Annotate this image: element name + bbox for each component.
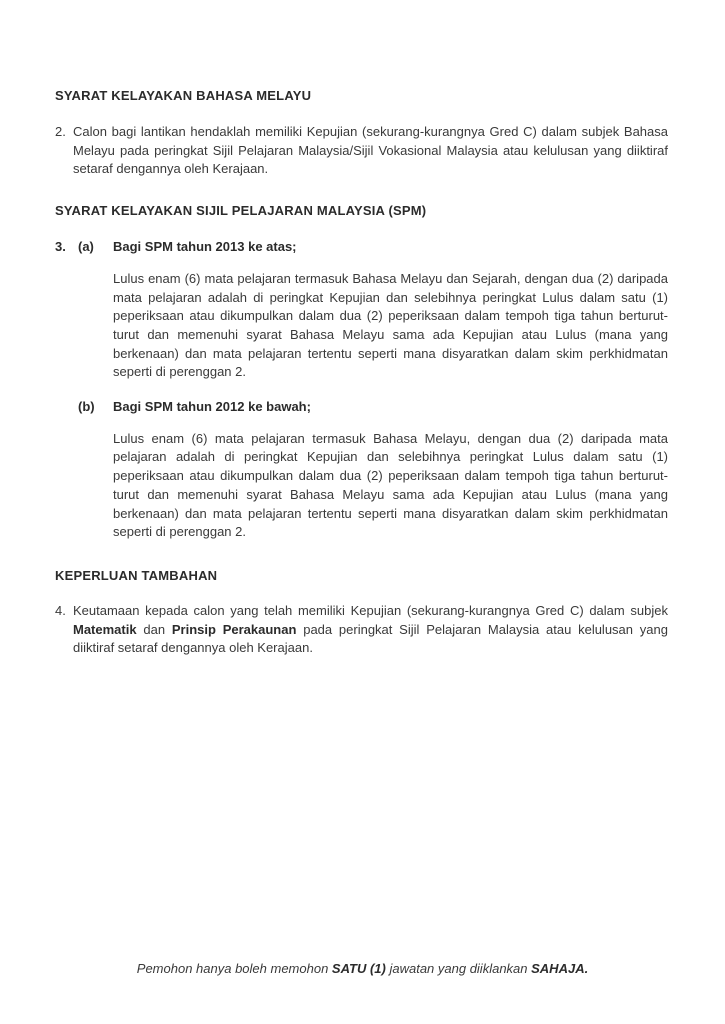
item-4-number: 4. (55, 602, 66, 618)
item-4-text (73, 602, 668, 658)
item-3b-title: Bagi SPM tahun 2012 ke bawah; (113, 399, 311, 415)
footer-part2: jawatan yang diiklankan (385, 961, 532, 976)
item-4-text-part2: dan (136, 621, 172, 637)
item-3a-label: (a) (78, 239, 94, 255)
footer-note (0, 961, 725, 976)
document-content (55, 88, 668, 658)
heading-keperluan-tambahan: KEPERLUAN TAMBAHAN (55, 567, 218, 583)
item-3a-title: Bagi SPM tahun 2013 ke atas; (113, 239, 297, 255)
item-3-number: 3. (55, 239, 66, 255)
heading-syarat-bahasa-melayu: SYARAT KELAYAKAN BAHASA MELAYU (55, 88, 312, 103)
footer-bold-satu: SATU (1) (331, 961, 386, 976)
list-item-3a-title (55, 238, 668, 257)
item-3a-body: Lulus enam (6) mata pelajaran termasuk Bahasa Melayu dan Sejarah, dengan dua (2) daripada mata pelajaran adalah di peringkat Kepujian dan selebihnya peringkat Lulus dalam satu (1) peperiksaan atau dikumpulkan dalam dua (2) peperiksaan dalam tempoh tiga tahun berturut-turut dan memenuhi syarat Bahasa Melayu sama ada Kepujian atau Lulus (mana yang berkenaan) dan mata pelajaran tertentu seperti mana disyaratkan dalam skim perkhidmatan seperti di perenggan 2. (113, 270, 668, 380)
list-item-3b-title (55, 398, 668, 417)
item-4-text-part3: pada peringkat Sijil Pelajaran Malaysia atau kelulusan yang diiktiraf setaraf dengannya oleh Kerajaan. (73, 621, 668, 656)
item-4-bold-prinsip-perakaunan: Prinsip Perakaunan (171, 621, 297, 637)
item-3b-label: (b) (78, 399, 95, 415)
heading-syarat-spm: SYARAT KELAYAKAN SIJIL PELAJARAN MALAYSIA (SPM) (55, 203, 427, 219)
item-2-number: 2. (55, 124, 66, 139)
item-2-text: Calon bagi lantikan hendaklah memiliki Kepujian (sekurang-kurangnya Gred C) dalam subjek Bahasa Melayu pada peringkat Sijil Pelajaran Malaysia/Sijil Vokasional Malaysia atau kelulusan yang diiktiraf setaraf dengannya oleh Kerajaan. (73, 124, 668, 177)
item-4-text-part1: Keutamaan kepada calon yang telah memiliki Kepujian (sekurang-kurangnya Gred C) dalam subjek (73, 602, 668, 618)
footer-bold-sahaja: SAHAJA. (531, 961, 589, 976)
item-3b-body: Lulus enam (6) mata pelajaran termasuk Bahasa Melayu, dengan dua (2) daripada mata pelajaran adalah di peringkat Kepujian dan selebihnya peringkat Lulus dalam satu (1) peperiksaan atau dikumpulkan dalam dua (2) peperiksaan dalam tempoh tiga tahun berturut-turut dan memenuhi syarat Bahasa Melayu sama ada Kepujian atau Lulus (mana yang berkenaan) dan mata pelajaran tertentu seperti mana disyaratkan dalam skim perkhidmatan seperti di perenggan 2. (113, 430, 668, 540)
list-item-2 (55, 123, 668, 179)
footer-part1: Pemohon hanya boleh memohon (136, 961, 332, 976)
list-item-4 (55, 602, 668, 658)
item-4-bold-matematik: Matematik (73, 621, 137, 637)
